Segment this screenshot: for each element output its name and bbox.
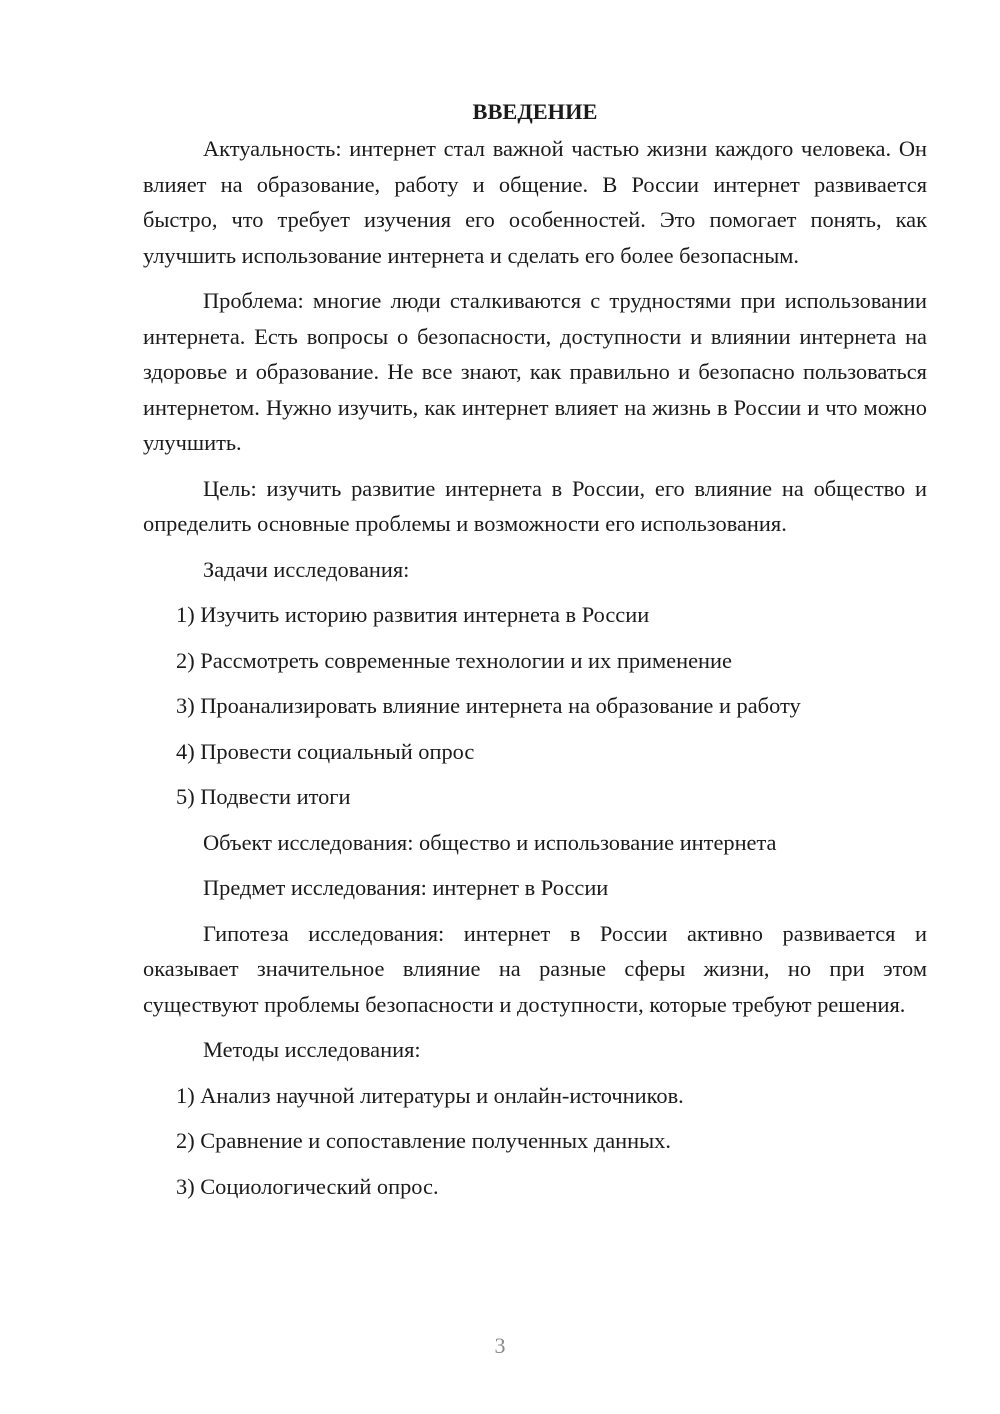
tasks-heading: Задачи исследования: bbox=[203, 556, 410, 582]
relevance-paragraph: Актуальность: интернет стал важной частью жизни каждого человека. Он влияет на образование, работу и общение. В России интернет развивается быстро, что требует изучения его особенностей. Это помогает понять, как улучшить использование интернета и сделать его более безопасным. bbox=[143, 136, 927, 268]
hypothesis-paragraph: Гипотеза исследования: интернет в России активно развивается и оказывает значительное влияние на разные сферы жизни, но при этом существуют проблемы безопасности и доступности, которые требуют решения. bbox=[143, 920, 927, 1017]
problem-paragraph: Проблема: многие люди сталкиваются с трудностями при использовании интернета. Есть вопросы о безопасности, доступности и влиянии интернета на здоровье и образование. Не все знают, как правильно и безопасно пользоваться интернетом. Нужно изучить, как интернет влияет на жизнь в России и что можно улучшить. bbox=[143, 288, 927, 455]
page-content bbox=[143, 98, 927, 1214]
section-title: ВВЕДЕНИЕ bbox=[472, 99, 598, 124]
goal-paragraph: Цель: изучить развитие интернета в России, его влияние на общество и определить основные проблемы и возможности его использования. bbox=[143, 475, 927, 536]
method-item: 2) Сравнение и сопоставление полученных данных. bbox=[176, 1128, 671, 1153]
task-item: 4) Провести социальный опрос bbox=[176, 738, 475, 764]
method-item: 1) Анализ научной литературы и онлайн-источников. bbox=[176, 1082, 684, 1108]
page-number: 3 bbox=[494, 1333, 506, 1358]
subject-paragraph: Предмет исследования: интернет в России bbox=[203, 875, 609, 900]
task-item: 5) Подвести итоги bbox=[176, 784, 351, 809]
object-paragraph: Объект исследования: общество и использование интернета bbox=[203, 829, 777, 855]
task-item: 1) Изучить историю развития интернета в России bbox=[176, 602, 650, 627]
task-item: 2) Рассмотреть современные технологии и их применение bbox=[176, 647, 732, 673]
methods-heading: Методы исследования: bbox=[203, 1037, 421, 1062]
task-item: 3) Проанализировать влияние интернета на образование и работу bbox=[176, 693, 801, 718]
method-item: 3) Социологический опрос. bbox=[176, 1173, 439, 1199]
